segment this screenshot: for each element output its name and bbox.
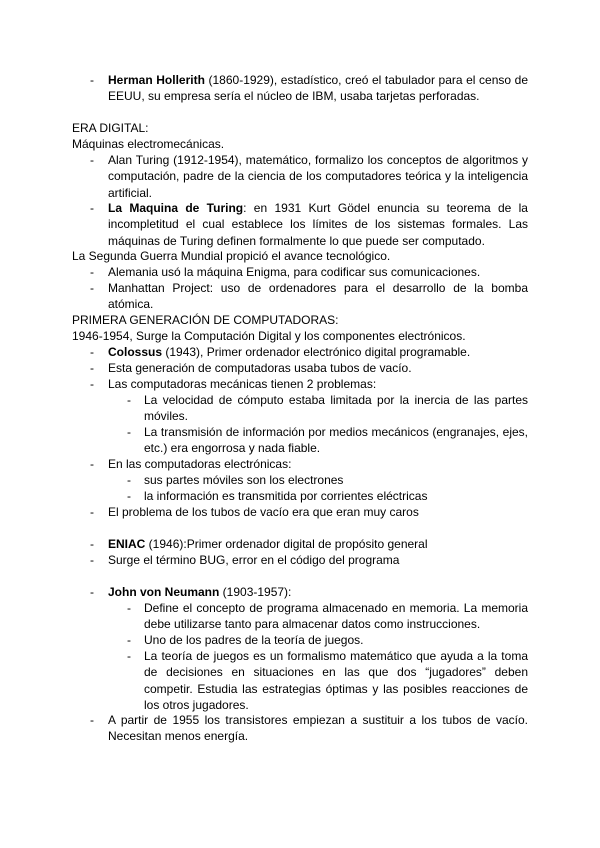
- sublist-item-teoria: La teoría de juegos es un formalismo matemático que ayuda a la toma de decisiones en situaciones en las que dos “jugadores” deben competir. Estudia las estrategias óptimas y las posibles reacciones de los otros jugadores.: [144, 649, 528, 712]
- bullet-dash: -: [90, 361, 94, 375]
- bullet-dash: -: [90, 345, 94, 359]
- paragraph-1946: 1946-1954, Surge la Computación Digital y los componentes electrónicos.: [72, 329, 466, 343]
- bold-term: La Maquina de Turing: [108, 201, 244, 215]
- list-item-turing: Alan Turing (1912-1954), matemático, formalizo los conceptos de algoritmos y computación, padre de la ciencia de los computadores teórica y la inteligencia artificial.: [108, 153, 528, 200]
- list-item-tubos: Esta generación de computadoras usaba tubos de vacío.: [108, 361, 412, 375]
- bullet-dash: -: [127, 649, 131, 663]
- list-item-manhattan: Manhattan Project: uso de ordenadores para el desarrollo de la bomba atómica.: [108, 281, 528, 312]
- bullet-dash: -: [127, 425, 131, 439]
- list-item-problema: El problema de los tubos de vacío era que eran muy caros: [108, 505, 419, 519]
- sublist-item-informacion: la información es transmitida por corrientes eléctricas: [144, 489, 428, 503]
- paragraph-segunda-guerra: La Segunda Guerra Mundial propició el avance tecnológico.: [72, 249, 391, 263]
- bullet-dash: -: [90, 505, 94, 519]
- item-text: (1903-1957):: [219, 585, 292, 599]
- item-text: (1860-1929), estadístico, creó el tabulador para el censo de EEUU, su empresa sería el núcleo de IBM, usaba tarjetas perforadas.: [108, 73, 528, 104]
- bullet-dash: -: [90, 553, 94, 567]
- bullet-dash: -: [90, 457, 94, 471]
- bullet-dash: -: [90, 377, 94, 391]
- bullet-dash: -: [90, 585, 94, 599]
- item-text: (1943), Primer ordenador electrónico digital programable.: [162, 345, 471, 359]
- list-item-eniac: [108, 536, 528, 552]
- bullet-dash: -: [90, 537, 94, 551]
- bullet-dash: -: [127, 601, 131, 615]
- bullet-dash: -: [90, 713, 94, 727]
- bullet-dash: -: [90, 281, 94, 295]
- list-item-neumann: [108, 584, 528, 600]
- list-item-bug: Surge el término BUG, error en el código del programa: [108, 553, 400, 567]
- sublist-item-transmision: La transmisión de información por medios mecánicos (engranajes, ejes, etc.) era engorrosa y nada fiable.: [144, 425, 528, 456]
- bullet-dash: -: [90, 265, 94, 279]
- item-text: (1946):Primer ordenador digital de propósito general: [145, 537, 428, 551]
- list-item-electronicas: En las computadoras electrónicas:: [108, 457, 292, 471]
- bullet-dash: -: [127, 489, 131, 503]
- bold-term: Herman Hollerith: [108, 73, 205, 87]
- list-item-colossus: [108, 344, 528, 360]
- bullet-dash: -: [127, 473, 131, 487]
- list-item-transistores: A partir de 1955 los transistores empiezan a sustituir a los tubos de vacío. Necesitan menos energía.: [108, 713, 528, 744]
- bullet-dash: -: [127, 633, 131, 647]
- list-item-maquina-turing: [108, 200, 528, 249]
- bullet-dash: -: [127, 393, 131, 407]
- list-item-hollerith: [108, 72, 528, 105]
- sublist-item-padres: Uno de los padres de la teoría de juegos.: [144, 633, 364, 647]
- bold-term: John von Neumann: [108, 585, 220, 599]
- sublist-item-velocidad: La velocidad de cómputo estaba limitada por la inercia de las partes móviles.: [144, 393, 528, 424]
- sublist-item-moviles: sus partes móviles son los electrones: [144, 473, 344, 487]
- section-heading-era-digital: ERA DIGITAL:: [72, 121, 149, 135]
- bold-term: ENIAC: [108, 537, 146, 551]
- list-item-mecanicas: Las computadoras mecánicas tienen 2 problemas:: [108, 377, 377, 391]
- bold-term: Colossus: [108, 345, 163, 359]
- list-item-enigma: Alemania usó la máquina Enigma, para codificar sus comunicaciones.: [108, 265, 481, 279]
- bullet-dash: -: [90, 201, 94, 215]
- section-heading-primera-generacion: PRIMERA GENERACIÓN DE COMPUTADORAS:: [72, 313, 339, 327]
- item-text: : en 1931 Kurt Gödel enuncia su teorema de la incompletitud el cual establece los límites de los sistemas formales. Las máquinas de Turing definen formalmente lo que puede ser computado.: [108, 201, 528, 248]
- bullet-dash: -: [90, 73, 94, 87]
- bullet-dash: -: [90, 153, 94, 167]
- paragraph-maquinas: Máquinas electromecánicas.: [72, 137, 225, 151]
- sublist-item-programa: Define el concepto de programa almacenado en memoria. La memoria debe utilizarse tanto para almacenar datos como instrucciones.: [144, 601, 528, 632]
